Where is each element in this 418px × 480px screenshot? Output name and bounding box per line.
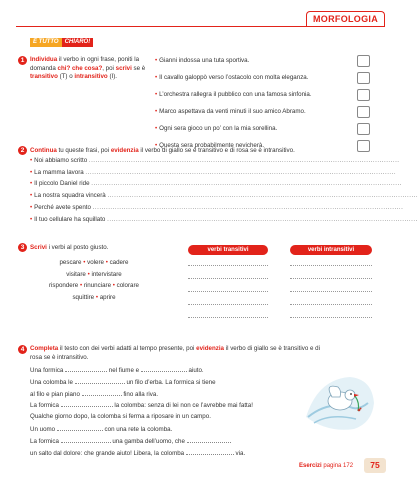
ex1-instr-part: chi? che cosa? [57, 64, 103, 72]
bullet: • [155, 74, 158, 81]
exercise-2-sentence[interactable] [30, 192, 418, 200]
ex4-instr-part: il verbo di giallo se è transitivo e di rosa se è intransitivo. [30, 345, 320, 361]
sentence-text: Il piccolo Daniel ride [34, 180, 92, 188]
exercise-1-number: 1 [18, 56, 27, 65]
exercise-2-number: 2 [18, 146, 27, 155]
verb-word: rispondere [49, 282, 79, 289]
ex1-instr-part: scrivi [115, 64, 132, 72]
ex3-instr-part: i verbi al posto giusto. [46, 244, 109, 251]
story-text-fragment: la colomba: senza di lei non ce l’avrebbe mai fatta! [112, 402, 253, 410]
story-text-fragment: via. [233, 449, 246, 457]
sentence-text: Perché avete spento [34, 203, 93, 211]
completion-dots: ............................................................................................................................................ [88, 157, 400, 164]
ex2-instr-part: evidenzia [110, 147, 139, 154]
story-line [30, 437, 231, 445]
bullet: • [30, 192, 33, 200]
story-text-fragment: una gamba dell’uomo, che [110, 437, 187, 445]
intransitive-answer-line[interactable] [290, 265, 372, 266]
story-line [30, 449, 245, 457]
reference-label: Esercizi [299, 463, 322, 469]
exercise-2-sentence[interactable] [30, 180, 402, 188]
story-text-fragment: La formica [30, 402, 61, 410]
story-text-fragment: Qualche giorno dopo, la colomba si ferma a riposare in un campo. [30, 413, 211, 421]
bullet: • [155, 125, 158, 132]
sentence-text: Il tuo cellulare ha squillato [34, 215, 108, 223]
exercise-2-sentence[interactable] [30, 157, 400, 164]
answer-box-t-or-i[interactable] [357, 140, 370, 152]
header-rule [16, 26, 385, 27]
verb-bank-line [34, 294, 154, 301]
recap-badge [30, 38, 93, 47]
story-text-fragment: un salto dal dolore: che grande aiuto! Libera, la colomba [30, 449, 186, 457]
sentence-text: Questa sera probabilmente nevicherà. [159, 142, 265, 149]
bullet: • [30, 168, 33, 176]
transitive-answer-line[interactable] [188, 291, 268, 292]
bullet: • [30, 157, 33, 164]
story-line [30, 401, 253, 409]
completion-dots: ............................................................................................................................................ [91, 180, 402, 188]
verb-bank-line [34, 259, 154, 266]
exercise-1-sentence [155, 74, 308, 81]
bullet: • [155, 142, 158, 149]
verb-word: colorare [116, 282, 139, 289]
verb-blank[interactable] [82, 390, 122, 396]
verb-blank[interactable] [187, 437, 231, 443]
intransitive-answer-line[interactable] [290, 304, 372, 305]
reference-page: pagina 172 [323, 463, 354, 469]
dove-wing [329, 386, 341, 397]
story-line [30, 425, 172, 433]
intransitive-answer-line[interactable] [290, 291, 372, 292]
exercise-1-sentence [155, 125, 277, 132]
section-title: MORFOLOGIA [306, 11, 385, 26]
sentence-text: La nostra squadra vincerà [34, 192, 108, 200]
exercise-3-number: 3 [18, 243, 27, 252]
sentence-text: Ogni sera gioco un po’ con la mia sorellina. [159, 125, 278, 132]
verb-blank[interactable] [65, 366, 107, 372]
verb-word: intervistare [91, 270, 122, 278]
transitive-answer-line[interactable] [188, 265, 268, 266]
ex2-instr-part: il verbo di giallo se è transitivo e di rosa se è intransitivo. [138, 147, 295, 154]
verb-word: volere [87, 259, 104, 266]
verb-word: visitare [66, 270, 86, 278]
story-line [30, 366, 204, 374]
ex1-instr-part: (I). [107, 73, 117, 81]
verb-word: pescare [59, 259, 82, 266]
completion-dots: ............................................................................................................................................ [107, 192, 418, 200]
exercise-1-instruction [30, 56, 150, 82]
ex1-instr-part: transitivo [30, 73, 58, 81]
page-number: 75 [364, 458, 386, 473]
story-text-fragment: al filo e pian piano [30, 390, 82, 398]
exercise-reference [299, 463, 353, 469]
ex1-instr-part: il verbo in ogni frase, poniti la domanda [30, 56, 140, 72]
story-text-fragment: Una formica [30, 367, 66, 374]
verb-blank[interactable] [141, 366, 187, 372]
exercise-3-instruction [30, 244, 108, 251]
verb-word: cadere [109, 259, 129, 266]
sentence-text: Gianni indossa una tuta sportiva. [159, 57, 250, 64]
bullet: • [30, 215, 33, 223]
verb-separator: • [78, 282, 84, 289]
ex2-instr-part: tu queste frasi, poi [56, 147, 111, 154]
ex3-instr-part: Scrivi [30, 244, 47, 251]
bullet: • [30, 203, 33, 211]
bullet: • [155, 108, 158, 115]
exercise-2-sentence[interactable] [30, 203, 404, 211]
story-line [30, 390, 158, 398]
verb-word: aprire [99, 293, 116, 301]
ex4-instr-part: evidenzia [196, 345, 224, 352]
verb-separator: • [94, 293, 100, 301]
verb-blank[interactable] [186, 449, 234, 455]
ex4-instr-part: Completa [30, 345, 59, 352]
ex1-instr-part: , poi [102, 64, 116, 72]
verb-blank[interactable] [61, 437, 111, 443]
dove-head [345, 390, 355, 400]
story-text-fragment: fino alla riva. [121, 390, 159, 398]
bullet: • [155, 91, 158, 98]
story-line [30, 378, 216, 386]
intransitive-answer-line[interactable] [290, 317, 372, 318]
answer-box-t-or-i[interactable] [357, 72, 370, 84]
sentence-text: L’orchestra rallegra il pubblico con una famosa sinfonia. [159, 91, 312, 98]
ex4-instr-part: il testo con dei verbi adatti al tempo presente, poi [58, 345, 197, 352]
transitive-answer-line[interactable] [188, 278, 268, 279]
exercise-1-sentence [155, 108, 306, 115]
story-text-fragment: un filo d’erba. La formica si tiene [124, 378, 216, 386]
bullet: • [30, 180, 33, 188]
ex1-instr-part: intransitivo [74, 73, 108, 81]
ex1-instr-part: (T) o [57, 73, 75, 81]
verb-word: squittire [72, 293, 95, 301]
verb-separator: • [85, 270, 92, 278]
story-line [30, 413, 211, 420]
exercise-2-sentence[interactable] [30, 168, 397, 176]
intransitive-answer-line[interactable] [290, 278, 372, 279]
answer-box-t-or-i[interactable] [357, 123, 370, 135]
answer-box-t-or-i[interactable] [357, 106, 370, 118]
exercise-1-sentence [155, 91, 312, 98]
completion-dots: ............................................................................................................................................ [85, 168, 397, 176]
story-text-fragment: nel fiume e [107, 367, 141, 374]
answer-box-t-or-i[interactable] [357, 89, 370, 101]
ex1-instr-part: Individua [30, 56, 58, 63]
verb-blank[interactable] [61, 401, 113, 407]
exercise-4-instruction [30, 345, 330, 362]
story-text-fragment: aiuto. [186, 367, 204, 374]
story-text-fragment: con una rete la colomba. [102, 426, 173, 433]
story-text-fragment: La formica [30, 437, 61, 445]
ex1-instr-part: se è [131, 64, 146, 72]
completion-dots: ............................................................................................................................................ [107, 215, 418, 223]
exercise-1-sentence [155, 57, 249, 64]
verb-separator: • [111, 282, 117, 289]
verb-bank-line [34, 271, 154, 278]
sentence-text: Il cavallo galoppò verso l’ostacolo con molta eleganza. [159, 74, 309, 81]
dove-eye [350, 393, 352, 395]
story-text-fragment: Una colomba le [30, 378, 75, 386]
ant-head [360, 408, 362, 410]
story-text-fragment: Un uomo [30, 426, 57, 433]
ex2-instr-part: Continua [30, 147, 57, 154]
verb-separator: • [81, 259, 88, 266]
exercise-4-number: 4 [18, 345, 27, 354]
verb-blank[interactable] [57, 425, 103, 431]
bullet: • [155, 57, 158, 64]
verb-word: rinunciare [83, 282, 112, 289]
exercise-2-instruction [30, 147, 295, 154]
verb-bank-line [34, 282, 154, 289]
dove-and-ant-illustration [298, 373, 376, 433]
verb-blank[interactable] [75, 378, 125, 384]
answer-box-t-or-i[interactable] [357, 55, 370, 67]
badge-part1: È TUTTO [30, 38, 62, 47]
column-header-transitive: verbi transitivi [188, 245, 268, 255]
badge-part2: CHIARO! [62, 38, 94, 47]
transitive-answer-line[interactable] [188, 317, 268, 318]
verb-separator: • [103, 259, 110, 266]
sentence-text: La mamma lavora [34, 168, 86, 176]
sentence-text: Marco aspettava da venti minuti il suo amico Abramo. [159, 108, 306, 115]
column-header-intransitive: verbi intransitivi [290, 245, 372, 255]
transitive-answer-line[interactable] [188, 304, 268, 305]
sentence-text: Noi abbiamo scritto [34, 157, 89, 164]
completion-dots: ............................................................................................................................................ [92, 203, 404, 211]
exercise-2-sentence[interactable] [30, 215, 418, 223]
